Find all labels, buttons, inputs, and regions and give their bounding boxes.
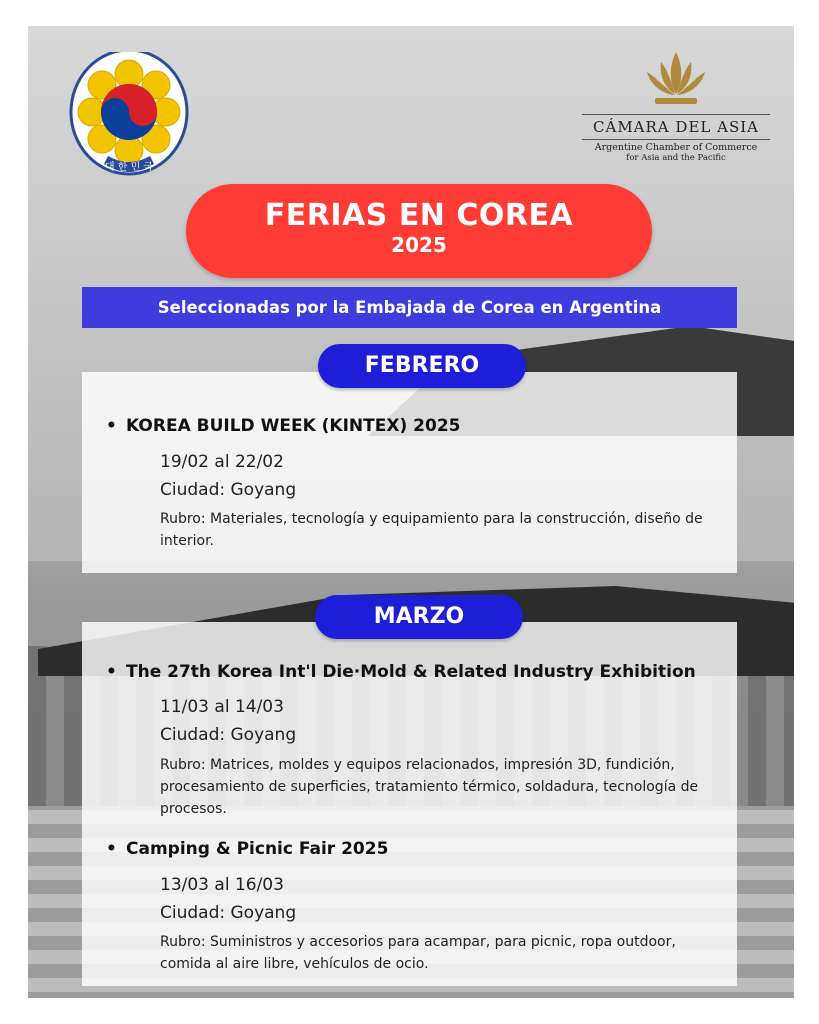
event-city: Ciudad: Goyang [160,480,297,500]
event-city: Ciudad: Goyang [160,725,297,745]
event-rubro: Rubro: Matrices, moldes y equipos relacionados, impresión 3D, fundición, procesamiento de superficies, tratamiento térmico, soldadura, tecnología de procesos. [160,757,699,817]
camara-name: CÁMARA DEL ASIA [582,114,770,140]
title-banner [186,184,652,278]
february-card [82,372,737,573]
month-label-febrero: FEBRERO [318,344,526,388]
event-title: • The 27th Korea Int'l Die·Mold & Related Industry Exhibition [126,662,696,682]
event-rubro: Rubro: Materiales, tecnología y equipamiento para la construcción, diseño de interior. [160,511,703,549]
event-title: • Camping & Picnic Fair 2025 [126,839,388,859]
event-title: • KOREA BUILD WEEK (KINTEX) 2025 [126,416,460,436]
subtitle-bar: Seleccionadas por la Embajada de Corea en Argentina [82,287,737,328]
camara-del-asia-logo [582,48,770,163]
camara-subtitle-1: Argentine Chamber of Commerce [594,142,758,153]
title-year: 2025 [391,233,447,257]
event-dates: 13/03 al 16/03 [160,875,284,895]
camara-subtitle-2: for Asia and the Pacific [626,153,726,163]
korea-seal-logo [64,52,194,182]
event-rubro: Rubro: Suministros y accesorios para acampar, para picnic, ropa outdoor, comida al aire libre, vehículos de ocio. [160,934,676,972]
month-label-marzo: MARZO [315,595,523,639]
event-dates: 11/03 al 14/03 [160,697,284,717]
lotus-icon [641,48,711,108]
event-dates: 19/02 al 22/02 [160,452,284,472]
page-title: FERIAS EN COREA [264,198,574,233]
march-card [82,622,737,986]
seal-text: 대 한 민 국 [104,162,154,173]
event-city: Ciudad: Goyang [160,903,297,923]
